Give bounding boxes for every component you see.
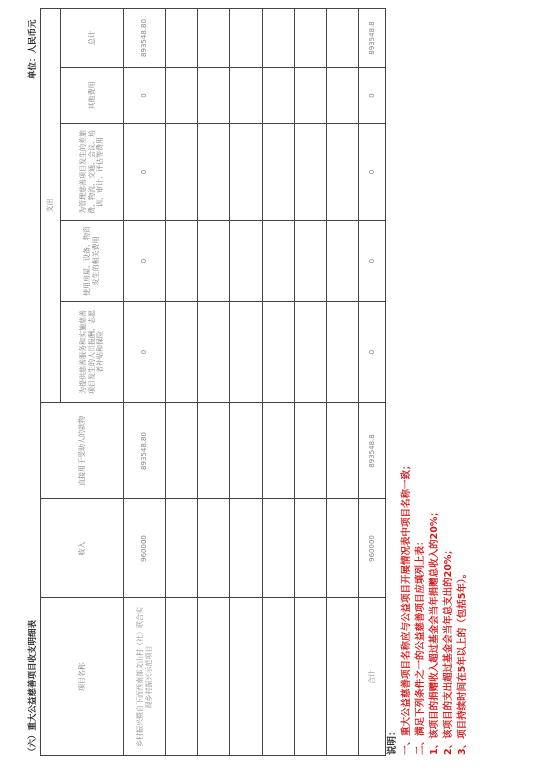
header-expense-group: 支出 [46,198,55,213]
total-expense-personnel: 0 [367,349,376,355]
header-expense-facilities: 使用房屋、设备、物资发生的相关费用 [83,226,100,296]
total-income: 960000 [367,535,376,562]
row-expense-other: 0 [140,93,149,98]
total-expense-direct-aid: 893548.8 [367,434,376,468]
total-expense-facilities: 0 [367,258,376,264]
row-expense-facilities: 0 [140,258,149,264]
note-item-5: 3、项目持续时间在5年以上的（包括5年）。 [457,568,468,755]
notes-title: 说明： [387,726,398,755]
header-expense-direct-aid: 直接用于受助人的款物 [77,416,86,486]
note-item-2: 二、满足下列条件之一的公益慈善项目应填列上表： [415,536,426,755]
note-item-4: 2、该项目的支出超过基金会当年总支出的20%； [443,545,454,755]
row-income: 960000 [140,535,149,562]
row-expense-management: 0 [140,169,149,175]
row-expense-personnel: 0 [140,349,149,355]
note-item-1: 一、重大公益慈善项目名称应与公益项目开展情况表中项目名称一致； [401,460,412,755]
row-total: 893548.80 [140,19,149,57]
currency-unit: 单位：人民币元 [28,19,38,79]
header-income: 收入 [77,541,86,556]
total-label: 合计 [367,670,376,684]
header-expense-personnel: 为提供慈善服务和实施慈善项目发生的人员报酬、志愿者补贴和保险 [78,310,105,394]
table-title: （六）重大公益慈善项目收支明细表 [28,619,38,756]
header-expense-other: 其他费用 [87,81,96,110]
header-project-name: 项目名称 [77,663,86,691]
row-project-name: 乡村振兴暨自下而西南部文山村（社）联合实现乡村振兴示范项目 [135,607,153,747]
total-expense-management: 0 [367,169,376,175]
total-sum: 893548.8 [367,21,376,55]
total-expense-other: 0 [367,93,376,98]
header-total: 总计 [87,31,96,45]
note-item-3: 1、该项目的捐赠收入超过基金会当年捐赠总收入的20%； [429,507,440,755]
row-expense-direct-aid: 893548.80 [140,432,149,470]
header-expense-management: 为管理慈善项目发生的差旅费、物流、交通、会议、培训、审计、评估等费用 [78,130,105,214]
